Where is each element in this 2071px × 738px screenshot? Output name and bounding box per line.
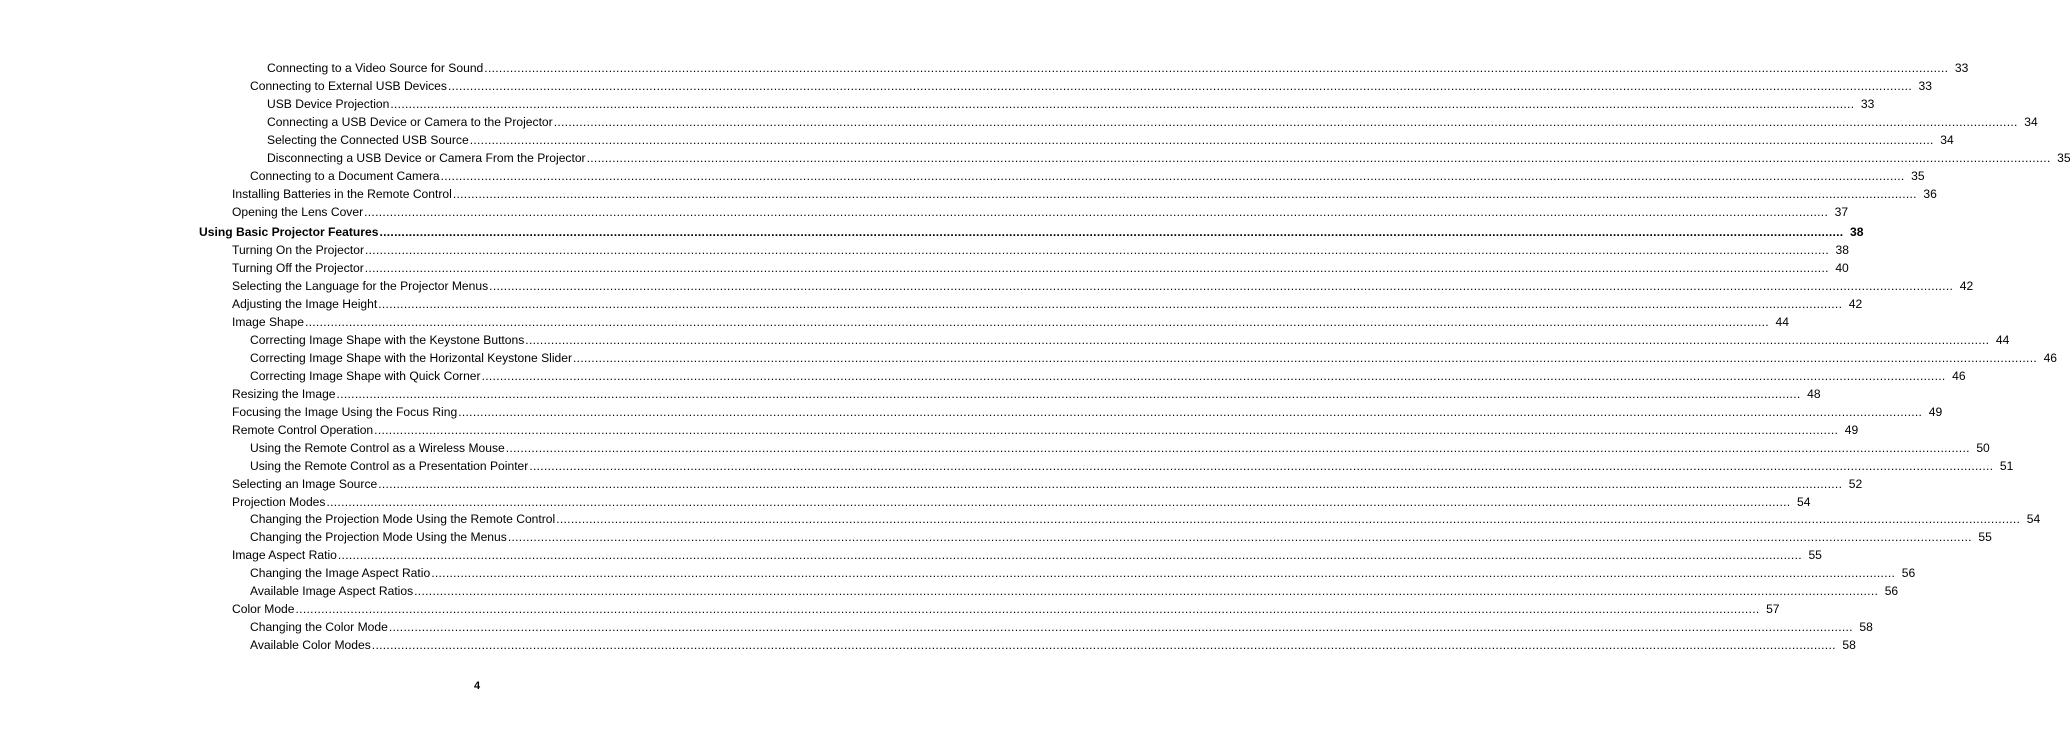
toc-entry[interactable] [0, 404, 1943, 422]
toc-entry-line[interactable] [250, 440, 1990, 458]
toc-entry-line[interactable] [232, 186, 1937, 204]
toc-entry-line[interactable] [250, 565, 1916, 583]
toc-entry-line[interactable] [232, 296, 1863, 314]
dot-leader: ................................................................................................................................................................................................................................................................................................................................................................................................................ [364, 204, 1829, 219]
dot-leader: ................................................................................................................................................................................................................................................................................................................................................................................................................ [374, 422, 1839, 437]
toc-entry-line[interactable] [250, 168, 1925, 186]
toc-entry-page[interactable]: 51 [1999, 458, 2014, 473]
toc-entry-title[interactable]: Correcting Image Shape with Quick Corner [250, 368, 481, 383]
dot-leader: ................................................................................................................................................................................................................................................................................................................................................................................................................ [507, 530, 1972, 545]
toc-entry-page[interactable]: 42 [1959, 279, 1974, 294]
toc-entry[interactable] [0, 386, 1821, 404]
toc-entry-title[interactable]: Turning Off the Projector [232, 261, 364, 276]
dot-leader: ................................................................................................................................................................................................................................................................................................................................................................................................................ [388, 620, 1853, 635]
dot-leader: ................................................................................................................................................................................................................................................................................................................................................................................................................ [458, 404, 1923, 419]
toc-entry-page[interactable]: 42 [1848, 297, 1863, 312]
toc-entry-page[interactable]: 36 [1923, 186, 1937, 201]
toc-entry-page[interactable]: 38 [1835, 243, 1849, 258]
toc-entry-title[interactable]: Image Shape [232, 315, 304, 330]
toc-entry[interactable] [0, 565, 1916, 583]
toc-entry[interactable] [0, 458, 2014, 476]
page-number: 4 [473, 680, 481, 692]
toc-entry-title[interactable]: Connecting to a Document Camera [250, 168, 440, 183]
toc-entry-title[interactable]: Correcting Image Shape with the Keystone Buttons [250, 333, 525, 348]
toc-entry-title[interactable]: Turning On the Projector [232, 243, 364, 258]
toc-entry-title[interactable]: Color Mode [232, 602, 295, 617]
dot-leader: ................................................................................................................................................................................................................................................................................................................................................................................................................ [431, 566, 1896, 581]
toc-entry-page[interactable]: 54 [1797, 494, 1811, 509]
dot-leader: ................................................................................................................................................................................................................................................................................................................................................................................................................ [525, 333, 1990, 348]
dot-leader: ................................................................................................................................................................................................................................................................................................................................................................................................................ [364, 243, 1829, 258]
toc-entry-page[interactable]: 46 [1952, 368, 1966, 383]
toc-entry-line[interactable] [250, 332, 2010, 350]
toc-entry[interactable] [0, 132, 1954, 150]
dot-leader: ................................................................................................................................................................................................................................................................................................................................................................................................................ [505, 440, 1970, 455]
toc-entry[interactable] [0, 601, 1780, 619]
toc-entry[interactable] [0, 96, 1875, 114]
toc-entry-line[interactable] [232, 260, 1849, 278]
dot-leader: ................................................................................................................................................................................................................................................................................................................................................................................................................ [414, 584, 1879, 599]
toc-entry-page[interactable]: 34 [1940, 132, 1954, 147]
toc-entry-title[interactable]: Connecting to a Video Source for Sound [267, 61, 484, 75]
dot-leader: ................................................................................................................................................................................................................................................................................................................................................................................................................ [447, 78, 1912, 93]
toc-entry-page[interactable]: 37 [1834, 204, 1849, 219]
toc-entry-line[interactable] [250, 350, 2058, 368]
toc-entry-line[interactable] [232, 242, 1849, 260]
toc-entry-line[interactable] [250, 583, 1899, 601]
toc-entry-line[interactable] [267, 114, 2038, 132]
toc-entry[interactable] [0, 296, 1863, 314]
toc-entry-title[interactable]: Changing the Projection Mode Using the Menus [250, 530, 507, 545]
toc-entry-page[interactable]: 58 [1859, 620, 1873, 635]
toc-entry-page[interactable]: 46 [2043, 351, 2058, 365]
toc-entry-line[interactable] [250, 511, 2041, 529]
toc-entry[interactable] [0, 278, 1974, 296]
toc-entry[interactable] [0, 168, 1925, 186]
toc-entry-title[interactable]: Using the Remote Control as a Presentation Pointer [250, 458, 529, 473]
dot-leader: ................................................................................................................................................................................................................................................................................................................................................................................................................ [469, 132, 1934, 147]
dot-leader: ................................................................................................................................................................................................................................................................................................................................................................................................................ [304, 315, 1769, 330]
toc-entry-title[interactable]: Installing Batteries in the Remote Control [232, 186, 452, 201]
toc-entry-line[interactable] [199, 224, 1864, 242]
toc-entry[interactable] [0, 314, 1789, 332]
toc-entry-page[interactable]: 33 [1918, 78, 1932, 93]
toc-entry-line[interactable] [232, 422, 1859, 440]
toc-entry-page[interactable]: 38 [1850, 225, 1864, 240]
toc-entry-title[interactable]: Selecting the Language for the Projector Menus [232, 279, 489, 294]
toc-entry[interactable] [0, 114, 2038, 132]
toc-entry-page[interactable]: 49 [1844, 422, 1859, 437]
toc-entry[interactable] [0, 224, 1864, 242]
toc-entry[interactable] [0, 511, 2041, 529]
toc-entry-line[interactable] [267, 60, 1969, 78]
toc-entry-title[interactable]: Disconnecting a USB Device or Camera From the Projector [267, 150, 586, 165]
toc-entry-page[interactable]: 55 [1808, 548, 1822, 563]
toc-entry-title[interactable]: Projection Modes [232, 494, 326, 509]
toc-entry-page[interactable]: 56 [1901, 566, 1916, 581]
toc-entry-line[interactable] [250, 529, 1992, 547]
toc-entry-line[interactable] [250, 458, 2014, 476]
toc-entry-page[interactable]: 35 [2057, 150, 2071, 165]
toc-entry-line[interactable] [250, 637, 1856, 655]
toc-entry[interactable] [0, 547, 1822, 565]
toc-entry-title[interactable]: Changing the Image Aspect Ratio [250, 566, 431, 581]
dot-leader: ................................................................................................................................................................................................................................................................................................................................................................................................................ [573, 351, 2038, 365]
dot-leader: ................................................................................................................................................................................................................................................................................................................................................................................................................ [336, 386, 1801, 401]
toc-entry-line[interactable] [232, 278, 1974, 296]
dot-leader: ................................................................................................................................................................................................................................................................................................................................................................................................................ [379, 225, 1844, 240]
toc-entry-line[interactable] [232, 494, 1811, 512]
toc-entry[interactable] [0, 476, 1863, 494]
toc-entry[interactable] [0, 204, 1849, 222]
toc-entry[interactable] [0, 186, 1937, 204]
toc-entry-line[interactable] [267, 132, 1954, 150]
toc-entry-page[interactable]: 54 [2026, 512, 2041, 527]
toc-entry-title[interactable]: Available Color Modes [250, 638, 371, 652]
toc-entry-page[interactable]: 33 [1860, 96, 1875, 111]
toc-entry-line[interactable] [267, 96, 1875, 114]
toc-entry[interactable] [0, 260, 1849, 278]
toc-entry[interactable] [0, 60, 1969, 78]
dot-leader: ................................................................................................................................................................................................................................................................................................................................................................................................................ [440, 168, 1905, 183]
toc-entry-line[interactable] [267, 150, 2071, 168]
toc-entry[interactable] [0, 619, 1873, 637]
toc-entry-line[interactable] [232, 386, 1821, 404]
toc-entry-title[interactable]: Selecting an Image Source [232, 476, 378, 491]
toc-entry-title[interactable]: Using Basic Projector Features [199, 225, 379, 240]
dot-leader: ................................................................................................................................................................................................................................................................................................................................................................................................................ [489, 279, 1954, 294]
toc-entry-page[interactable]: 35 [1911, 168, 1925, 183]
toc-entry-line[interactable] [232, 314, 1789, 332]
toc-entry-title[interactable]: Available Image Aspect Ratios [250, 584, 414, 599]
toc-entry-page[interactable]: 57 [1766, 602, 1780, 617]
toc-entry-page[interactable]: 40 [1835, 261, 1849, 276]
dot-leader: ................................................................................................................................................................................................................................................................................................................................................................................................................ [556, 512, 2021, 527]
dot-leader: ................................................................................................................................................................................................................................................................................................................................................................................................................ [484, 61, 1949, 75]
toc-entry-title[interactable]: Changing the Color Mode [250, 620, 388, 635]
dot-leader: ................................................................................................................................................................................................................................................................................................................................................................................................................ [586, 150, 2051, 165]
dot-leader: ................................................................................................................................................................................................................................................................................................................................................................................................................ [452, 186, 1917, 201]
toc-entry[interactable] [0, 78, 1932, 96]
toc-entry-line[interactable] [232, 476, 1863, 494]
dot-leader: ................................................................................................................................................................................................................................................................................................................................................................................................................ [337, 548, 1802, 563]
toc-entry-title[interactable]: Image Aspect Ratio [232, 548, 337, 563]
toc-entry[interactable] [0, 242, 1849, 260]
toc-entry[interactable] [0, 150, 2071, 168]
toc-entry-title[interactable]: USB Device Projection [267, 96, 390, 111]
toc-entry-line[interactable] [232, 404, 1943, 422]
toc-entry[interactable] [0, 332, 2010, 350]
dot-leader: ................................................................................................................................................................................................................................................................................................................................................................................................................ [378, 297, 1843, 312]
dot-leader: ................................................................................................................................................................................................................................................................................................................................................................................................................ [326, 494, 1791, 509]
toc-entry-page[interactable]: 34 [2024, 114, 2038, 129]
toc-entry[interactable] [0, 494, 1811, 512]
toc-entry[interactable] [0, 583, 1899, 601]
toc-entry[interactable] [0, 637, 1856, 655]
toc-entry[interactable] [0, 422, 1859, 440]
toc-entry-line[interactable] [250, 78, 1932, 96]
toc-entry-page[interactable]: 58 [1842, 638, 1856, 652]
dot-leader: ................................................................................................................................................................................................................................................................................................................................................................................................................ [378, 476, 1843, 491]
toc-entry[interactable] [0, 368, 1966, 386]
toc-entry-page[interactable]: 33 [1954, 61, 1969, 75]
toc-entry-line[interactable] [250, 619, 1873, 637]
toc-entry-page[interactable]: 44 [1775, 315, 1789, 330]
dot-leader: ................................................................................................................................................................................................................................................................................................................................................................................................................ [553, 114, 2018, 129]
dot-leader: ................................................................................................................................................................................................................................................................................................................................................................................................................ [529, 458, 1994, 473]
toc-entry-page[interactable]: 50 [1976, 440, 1990, 455]
toc-entry-title[interactable]: Resizing the Image [232, 386, 336, 401]
toc-entry-page[interactable]: 49 [1928, 404, 1943, 419]
dot-leader: ................................................................................................................................................................................................................................................................................................................................................................................................................ [371, 638, 1836, 652]
toc-entry-page[interactable]: 56 [1884, 584, 1899, 599]
dot-leader: ................................................................................................................................................................................................................................................................................................................................................................................................................ [364, 261, 1829, 276]
toc-entry-page[interactable]: 55 [1978, 530, 1992, 545]
toc-entry-title[interactable]: Correcting Image Shape with the Horizontal Keystone Slider [250, 351, 572, 365]
toc-entry-title[interactable]: Changing the Projection Mode Using the Remote Control [250, 512, 556, 527]
toc-entry-line[interactable] [232, 601, 1780, 619]
toc-entry-title[interactable]: Connecting a USB Device or Camera to the Projector [267, 114, 553, 129]
dot-leader: ................................................................................................................................................................................................................................................................................................................................................................................................................ [481, 368, 1946, 383]
dot-leader: ................................................................................................................................................................................................................................................................................................................................................................................................................ [390, 96, 1855, 111]
toc-entry-line[interactable] [232, 547, 1822, 565]
toc-entry-title[interactable]: Opening the Lens Cover [232, 204, 364, 219]
toc-entry-title[interactable]: Adjusting the Image Height [232, 297, 378, 312]
toc-entry-title[interactable]: Focusing the Image Using the Focus Ring [232, 404, 458, 419]
toc-entry-title[interactable]: Using the Remote Control as a Wireless Mouse [250, 440, 505, 455]
toc-entry[interactable] [0, 440, 1990, 458]
toc-entry[interactable] [0, 529, 1992, 547]
toc-entry-title[interactable]: Selecting the Connected USB Source [267, 132, 469, 147]
toc-entry-page[interactable]: 52 [1848, 476, 1863, 491]
toc-entry-title[interactable]: Connecting to External USB Devices [250, 78, 447, 93]
toc-entry-title[interactable]: Remote Control Operation [232, 422, 374, 437]
toc-entry-page[interactable]: 48 [1807, 386, 1821, 401]
toc-entry-page[interactable]: 44 [1995, 333, 2010, 348]
toc-entry-line[interactable] [250, 368, 1966, 386]
dot-leader: ................................................................................................................................................................................................................................................................................................................................................................................................................ [295, 602, 1760, 617]
table-of-contents [0, 60, 2071, 655]
toc-entry[interactable] [0, 350, 2058, 368]
toc-entry-line[interactable] [232, 204, 1849, 222]
